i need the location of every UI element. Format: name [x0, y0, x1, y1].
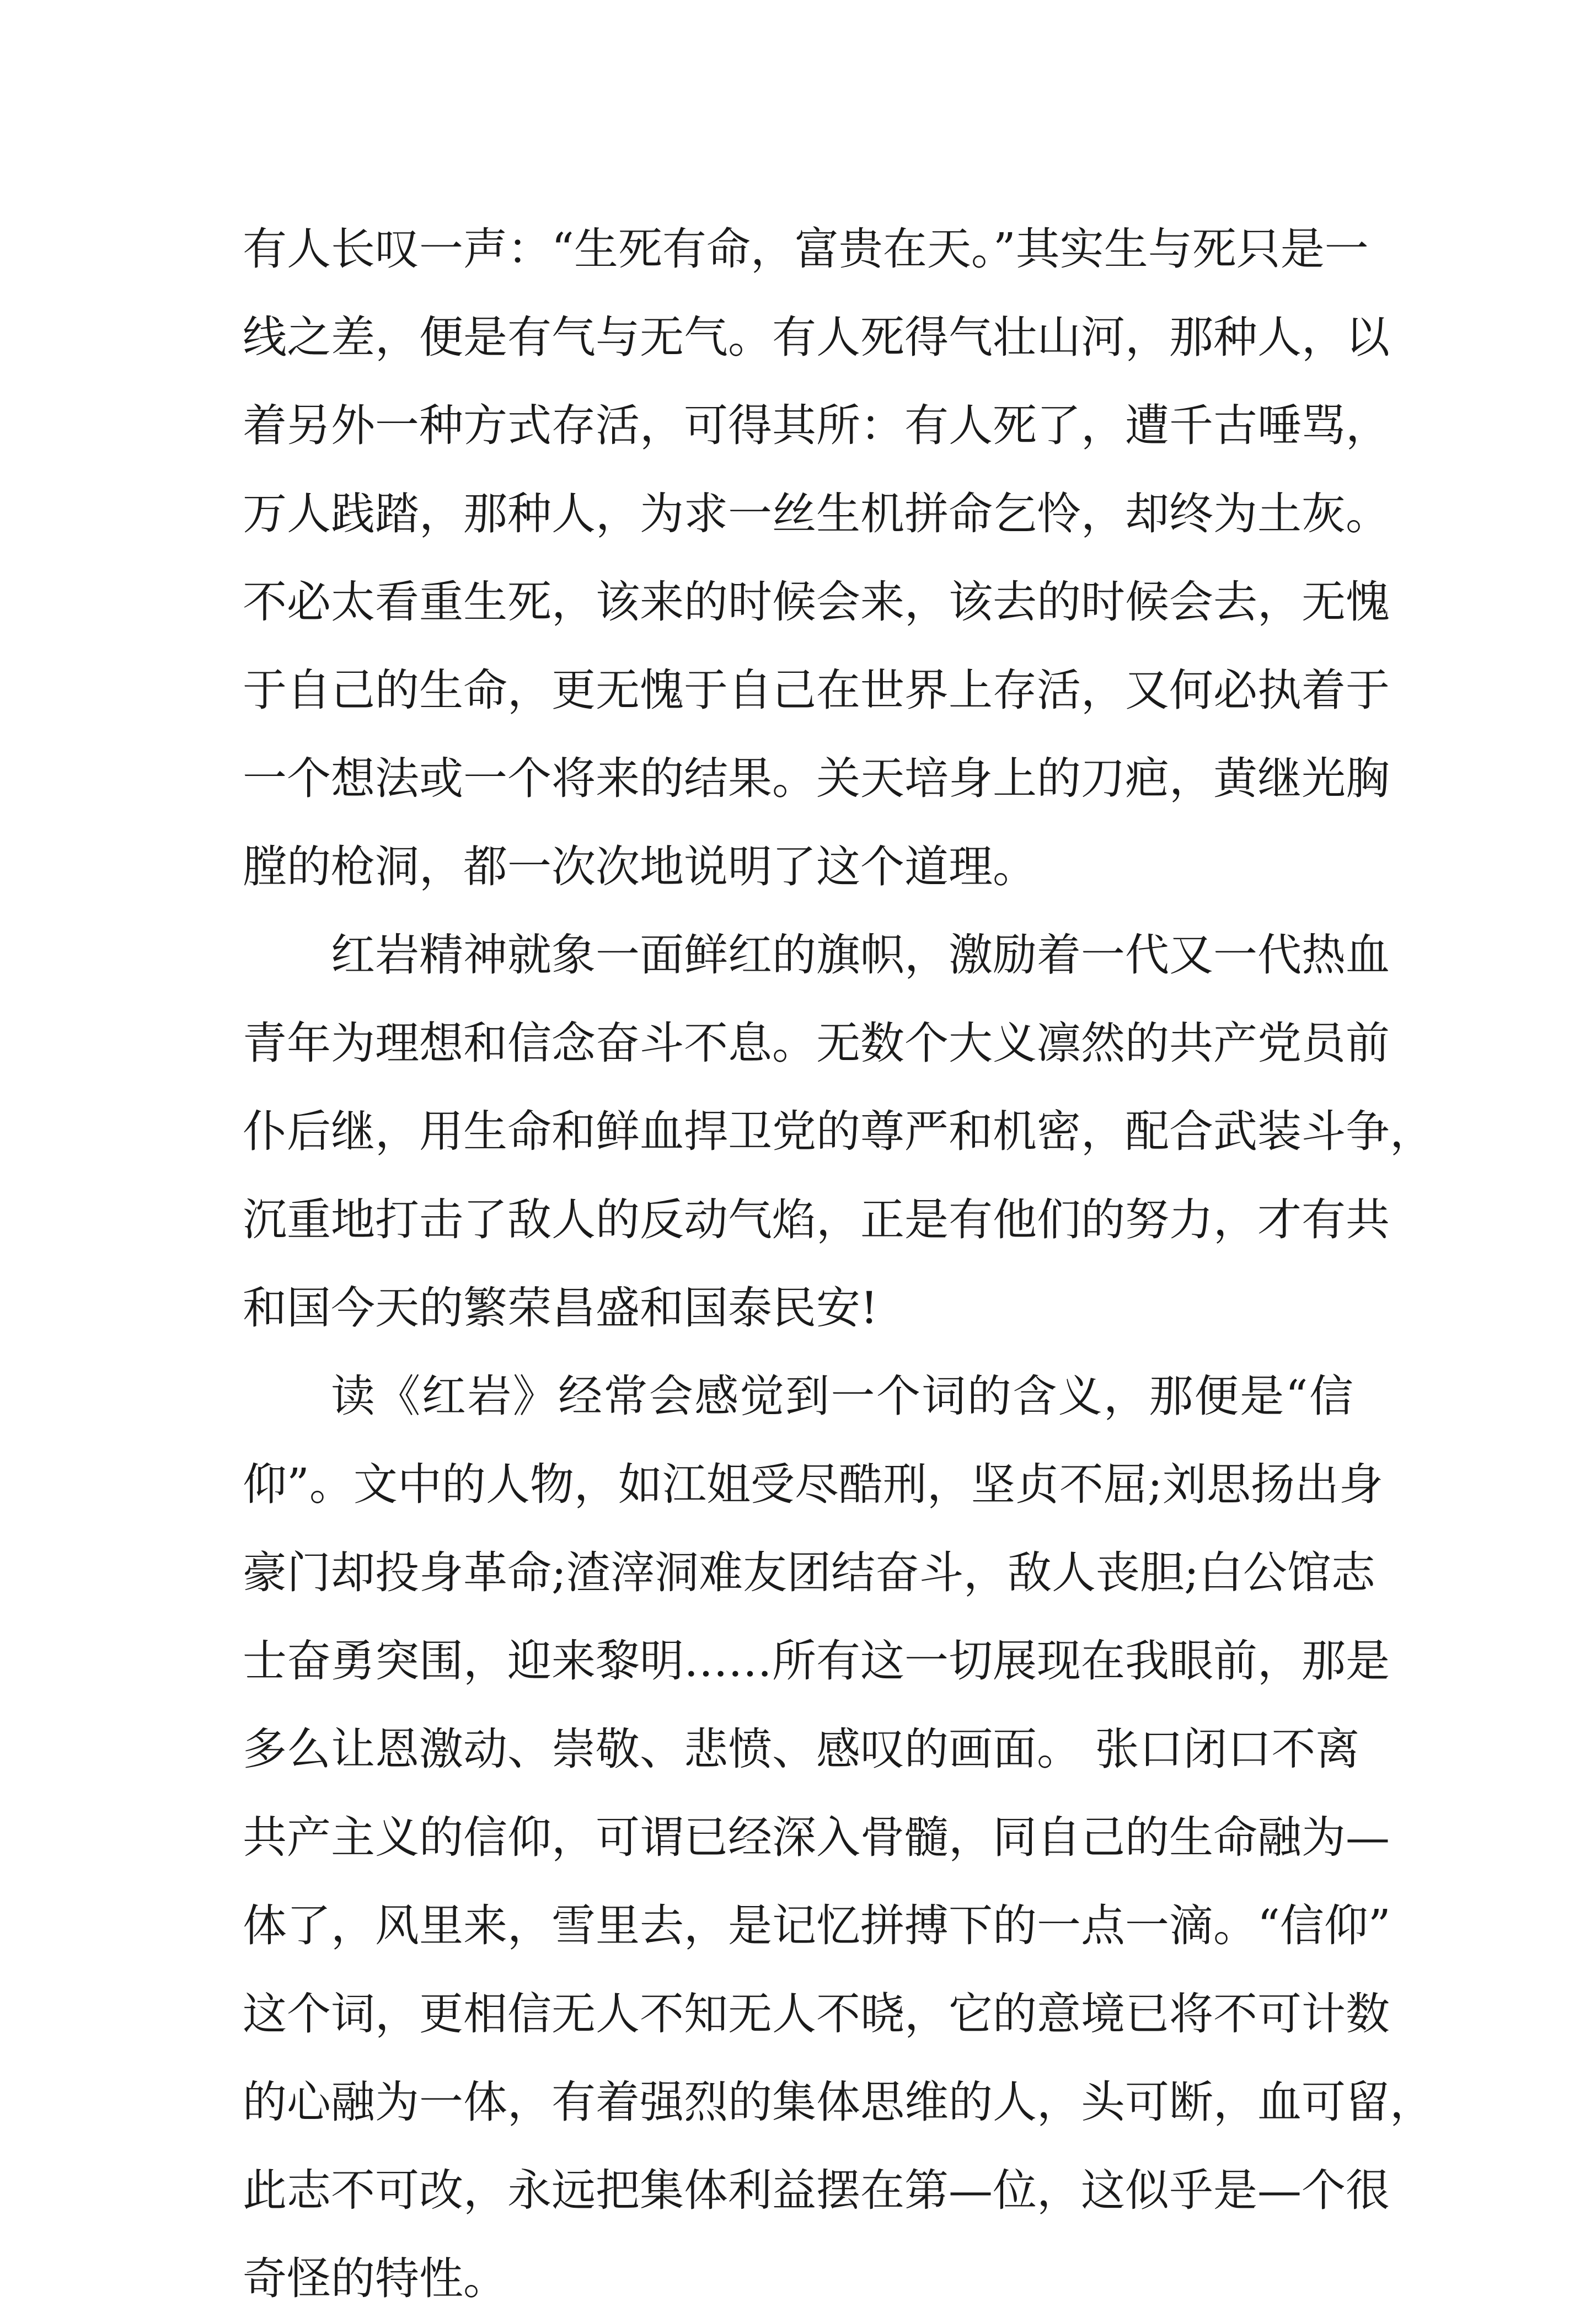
document-body — [243, 205, 1434, 2323]
text-line: 仰”。文中的人物，如江姐受尽酷刑，坚贞不屈;刘思扬出身 — [243, 1459, 1383, 1510]
text-line: 于自己的生命，更无愧于自己在世界上存活，又何必执着于 — [243, 665, 1390, 716]
text-line: 此志不可改，永远把集体利益摆在第—位，这似乎是—个很 — [243, 2165, 1390, 2216]
text-line: 青年为理想和信念奋斗不息。无数个大义凛然的共产党员前 — [243, 1018, 1390, 1069]
text-line: 有人长叹一声：“生死有命，富贵在天。”其实生与死只是一 — [243, 223, 1369, 275]
text-line: 不必太看重生死，该来的时候会来，该去的时候会去，无愧 — [243, 576, 1390, 628]
text-line: 线之差，便是有气与无气。有人死得气壮山河，那种人，以 — [243, 312, 1390, 363]
text-line: 共产主义的信仰，可谓已经深入骨髓，同自己的生命融为— — [243, 1812, 1390, 1863]
text-line: 体了，风里来，雪里去，是记忆拼搏下的一点一滴。“信仰” — [243, 1900, 1391, 1951]
text-line: 奇怪的特性。 — [243, 2253, 507, 2304]
text-line: 读《红岩》经常会感觉到一个词的含义，那便是“信 — [331, 1371, 1353, 1422]
text-line: 沉重地打击了敌人的反动气焰，正是有他们的努力，才有共 — [243, 1194, 1390, 1245]
text-line: 的心融为一体，有着强烈的集体思维的人，头可断，血可留， — [243, 2076, 1434, 2128]
text-line: 士奋勇突围，迎来黎明……所有这一切展现在我眼前，那是 — [243, 1635, 1390, 1687]
text-line: 多么让恩激动、崇敬、悲愤、感叹的画面。 张口闭口不离 — [243, 1723, 1360, 1775]
text-line: 一个想法或一个将来的结果。关天培身上的刀疤，黄继光胸 — [243, 753, 1390, 804]
text-line: 仆后继，用生命和鲜血捍卫党的尊严和机密，配合武装斗争， — [243, 1106, 1434, 1157]
text-line: 着另外一种方式存活，可得其所：有人死了，遭千古唾骂， — [243, 400, 1390, 451]
text-line: 这个词，更相信无人不知无人不晓，它的意境已将不可计数 — [243, 1988, 1390, 2040]
text-line: 和国今天的繁荣昌盛和国泰民安! — [243, 1282, 879, 1334]
text-line: 膛的枪洞，都一次次地说明了这个道理。 — [243, 841, 1037, 892]
text-line: 红岩精神就象一面鲜红的旗帜，激励着一代又一代热血 — [331, 929, 1390, 981]
text-line: 万人践踏，那种人，为求一丝生机拼命乞怜，却终为土灰。 — [243, 488, 1390, 539]
text-line: 豪门却投身革命;渣滓洞难友团结奋斗，敌人丧胆;白公馆志 — [243, 1547, 1375, 1598]
